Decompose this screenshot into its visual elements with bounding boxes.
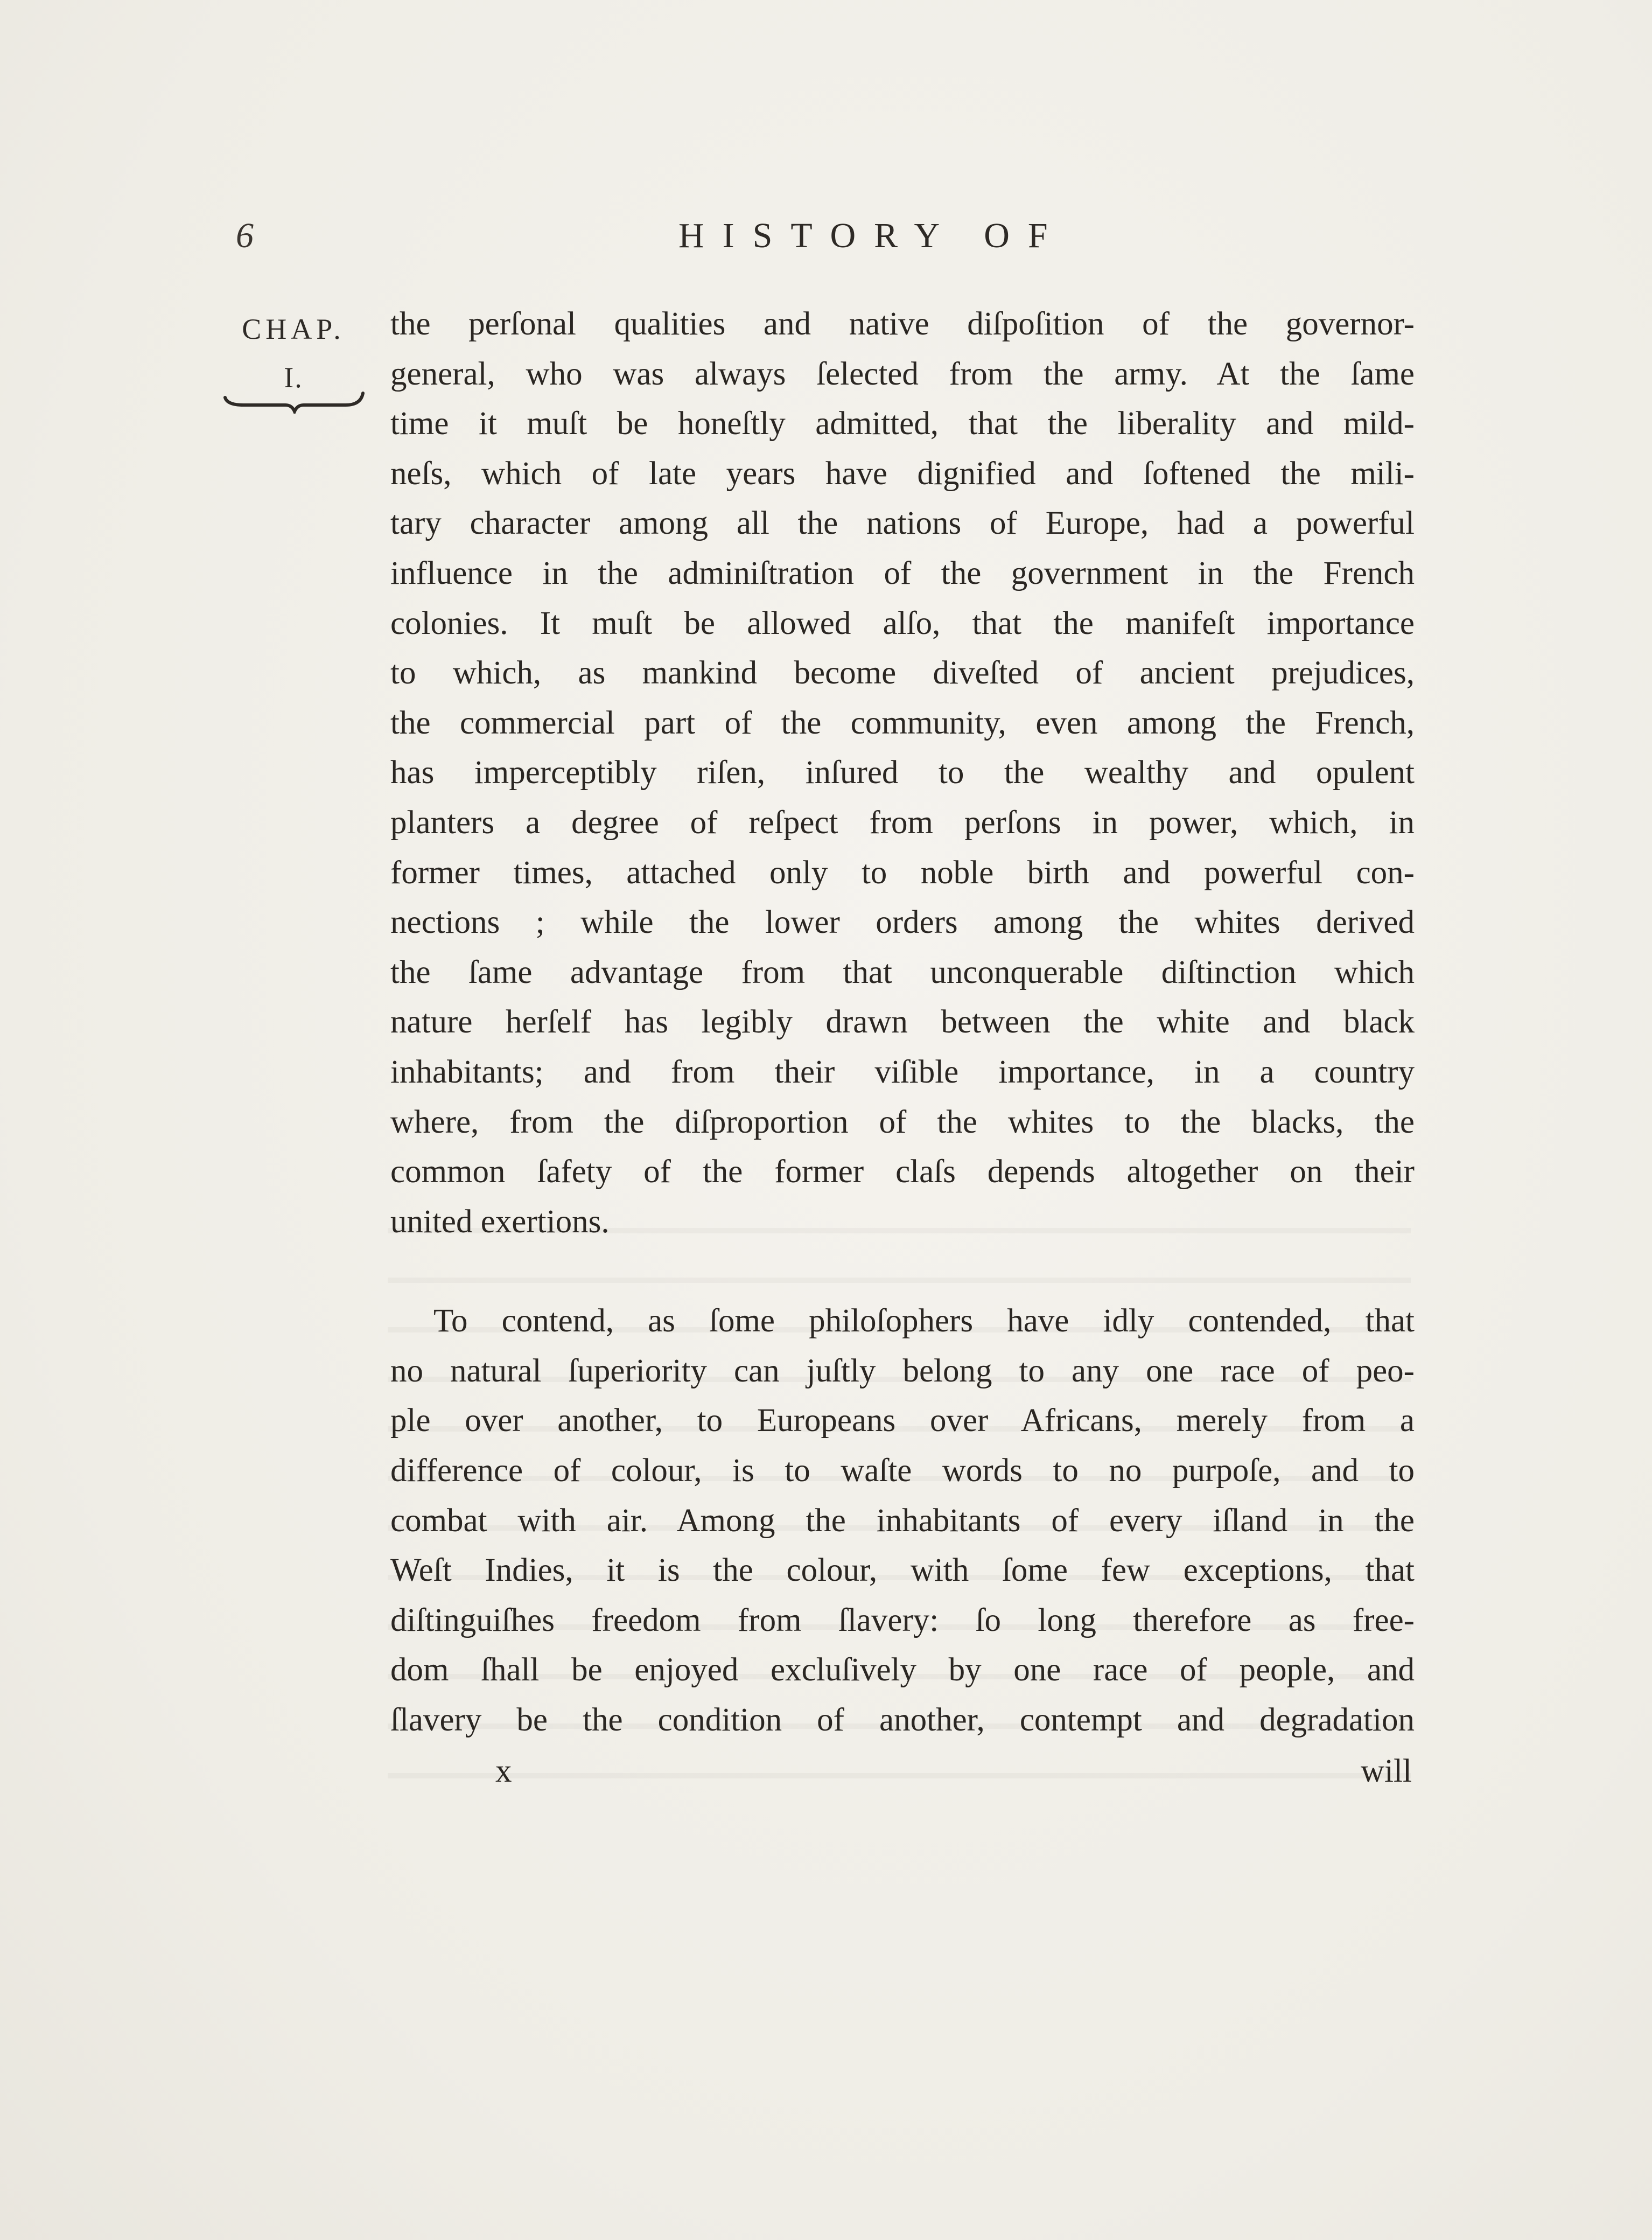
catchword: will xyxy=(1361,1753,1412,1789)
text-line: the perſonal qualities and native diſpoſition of the governor- xyxy=(390,306,1415,342)
chapter-label: CHAP. xyxy=(242,313,345,345)
text-line: ple over another, to Europeans over Africans, merely from a xyxy=(390,1402,1415,1439)
text-line: general, who was always ſelected from the army. At the ſame xyxy=(390,355,1415,392)
paragraph-gap xyxy=(390,1247,1415,1296)
text-line: has imperceptibly riſen, inſured to the wealthy and opulent xyxy=(390,755,1415,791)
text-line: common ſafety of the former claſs depends altogether on their xyxy=(390,1154,1415,1190)
text-line: time it muſt be honeſtly admitted, that the liberality and mild- xyxy=(390,406,1415,442)
text-line: the commercial part of the community, even among the French, xyxy=(390,704,1415,741)
text-line: Weſt Indies, it is the colour, with ſome few exceptions, that xyxy=(390,1552,1415,1589)
main-text xyxy=(390,299,1415,1746)
text-line: dom ſhall be enjoyed excluſively by one race of people, and xyxy=(390,1652,1415,1688)
text-line: combat with air. Among the inhabitants of every iſland in the xyxy=(390,1502,1415,1539)
signature-mark: x xyxy=(495,1753,512,1789)
text-line: to which, as mankind become diveſted of ancient prejudices, xyxy=(390,655,1415,692)
running-head: HISTORY OF xyxy=(678,216,1066,255)
brace-ornament xyxy=(222,387,367,414)
text-line: ſlavery be the condition of another, contempt and degradation xyxy=(390,1702,1415,1739)
text-line: To contend, as ſome philoſophers have idly contended, that xyxy=(433,1303,1415,1339)
text-line: united exertions. xyxy=(390,1203,610,1240)
text-line: neſs, which of late years have dignified and ſoftened the mili- xyxy=(390,455,1415,492)
page-number: 6 xyxy=(236,216,254,255)
text-line: diſtinguiſhes freedom from ſlavery: ſo long therefore as free- xyxy=(390,1602,1415,1638)
chapter-number: I. xyxy=(284,361,303,394)
text-line: nature herſelf has legibly drawn between the white and black xyxy=(390,1004,1415,1041)
text-line: former times, attached only to noble birth and powerful con- xyxy=(390,854,1415,891)
text-line: tary character among all the nations of Europe, had a powerful xyxy=(390,505,1415,542)
text-line: nections ; while the lower orders among the whites derived xyxy=(390,904,1415,941)
text-line: difference of colour, is to waſte words to no purpoſe, and to xyxy=(390,1453,1415,1489)
text-line: where, from the diſproportion of the whites to the blacks, the xyxy=(390,1104,1415,1140)
text-line: inhabitants; and from their viſible importance, in a country xyxy=(390,1053,1415,1090)
text-line: no natural ſuperiority can juſtly belong to any one race of peo- xyxy=(390,1352,1415,1389)
text-line: the ſame advantage from that unconquerable diſtinction which xyxy=(390,954,1415,990)
text-line: colonies. It muſt be allowed alſo, that the manifeſt importance xyxy=(390,605,1415,641)
text-line: influence in the adminiſtration of the government in the French xyxy=(390,555,1415,591)
text-line: planters a degree of reſpect from perſons in power, which, in xyxy=(390,804,1415,841)
